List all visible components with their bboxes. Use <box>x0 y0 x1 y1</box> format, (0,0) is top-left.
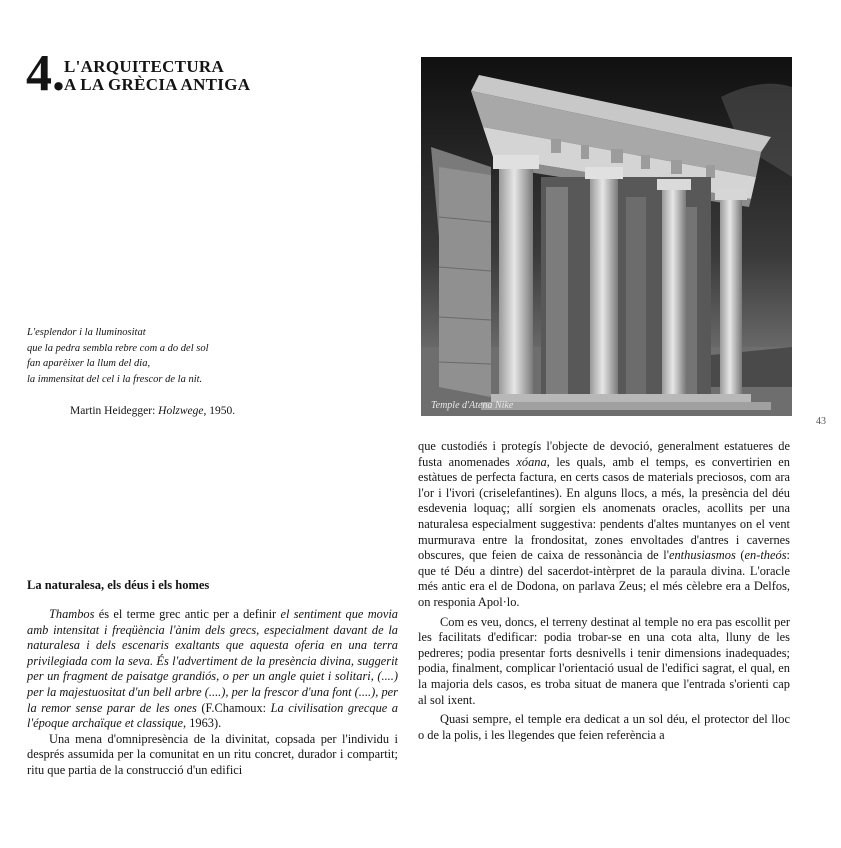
epigraph-year: , 1950. <box>203 405 236 417</box>
epigraph-work: Holzwege <box>158 405 204 417</box>
paragraph-text: que custodiés i protegís l'objecte de devoció, generalment estatueres de fusta anomenades <box>418 439 790 469</box>
citation-title: La civilisation grecque a l'époque archaïque et classique <box>27 700 398 731</box>
epigraph-line: que la pedra sembla rebre com a do del sol <box>27 342 209 354</box>
quotation: el sentiment que movia amb intensitat i freqüència l'ànim dels grecs, especialment davant de la naturalesa i dels escenaris exaltants que aquesta oferia en una terra privilegiada com la seva. És l'advertiment de la presència divina, suggerit per un fragment de paisatge grandiós, o per un angle quiet i solitari, (....) per la majestuositat d'un bell arbre (....), per la frescor d'una font (....), per la remor sense parar de les ones <box>27 607 398 715</box>
paragraph: Una mena d'omnipresència de la divinitat, copsada per l'individu i després assumida per la comunitat en un ritu concret, durador i compartit; ritu que partia de la construcció d'un edifici <box>27 731 398 777</box>
temple-illustration <box>421 57 792 416</box>
epigraph-line: la immensitat del cel i la frescor de la nit. <box>27 373 203 385</box>
epigraph-attribution <box>70 405 235 417</box>
page-number: 43 <box>816 416 826 427</box>
photo-caption: Temple d'Atena Nike <box>431 400 514 411</box>
chapter-title-line-2: A LA GRÈCIA ANTIGA <box>64 75 251 94</box>
paragraph-text: , les quals, amb el temps, es convertirien en estàtues de perfecta factura, en certs casos de materials preciosos, com ara l'or i l'ivori (criselefantines). En alguns llocs, a més, la presència del déu esdevenia loquaç; allí sorgien els anomenats oracles, acollits per una naturalesa especialment suggestiva: pendents d'altes muntanyes on el vent murmurava entre la frondositat, zones envoltades d'antres i cavernes obscures, que feien de caixa de ressonància de l' <box>418 454 790 563</box>
term-enthusiasmos: enthusiasmos <box>668 548 736 563</box>
chapter-title-line-1: L'ARQUITECTURA <box>64 57 225 76</box>
epigraph-author: Martin Heidegger: <box>70 405 159 417</box>
epigraph-line: L'esplendor i la lluminositat <box>27 327 146 338</box>
temple-photo <box>421 57 792 416</box>
left-text-column <box>27 607 398 779</box>
citation-close: , 1963). <box>183 716 222 731</box>
paragraph <box>418 439 790 611</box>
paragraph-text: : que té Déu a dintre) del sacerdot-intèrpret de la paraula divina. L'oracle més antic era el de Dodona, on parlava Zeus; el més cèlebre era a Delfos, on responia Apol·lo. <box>418 548 790 609</box>
right-text-column <box>418 439 790 743</box>
section-heading: La naturalesa, els déus i els homes <box>27 578 210 592</box>
term-entheos: en-theós <box>744 548 787 563</box>
chapter-title <box>64 58 250 94</box>
paragraph-text: ( <box>735 548 745 563</box>
chapter-number: 4. <box>26 45 65 102</box>
term-thambos: Thambos <box>49 607 95 621</box>
paragraph: Com es veu, doncs, el terreny destinat al temple no era pas escollit per les facilitats d'edificar: podia trobar-se en una cota alta, lluny de les pedreres; podia presentar forts desnivells i tenir dimensions inadequades; podia, finalment, complicar l'orientació usual de l'edifici sagrat, el qual, en la majoria dels casos, es troba situat de manera que l'entrada s'orienti cap al sol ixent. <box>418 614 790 707</box>
epigraph <box>27 325 357 387</box>
citation-open: (F.Chamoux: <box>196 700 271 715</box>
paragraph <box>27 607 398 732</box>
paragraph-text: és el terme grec antic per a definir <box>94 607 281 621</box>
paragraph: Quasi sempre, el temple era dedicat a un sol déu, el protector del lloc o de la polis, i les llegendes que feien referència a <box>418 712 790 742</box>
epigraph-line: fan aparèixer la llum del dia, <box>27 358 151 369</box>
term-xoana: xóana <box>516 454 547 469</box>
